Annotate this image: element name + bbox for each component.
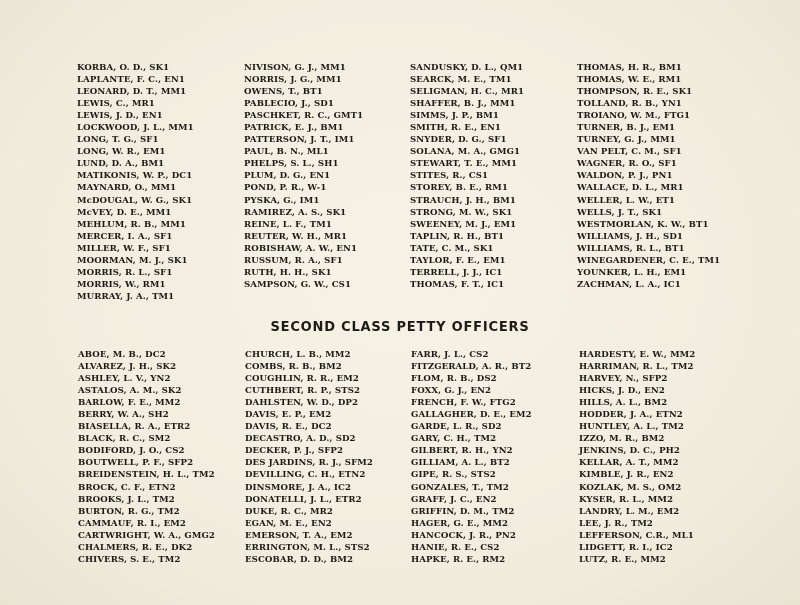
roster-entry: BODIFORD, J. O., CS2 — [78, 446, 185, 457]
roster-entry: KOZLAK, M. S., OM2 — [579, 482, 682, 493]
roster-entry: FRENCH, F. W., FTG2 — [411, 398, 516, 409]
roster-entry: WILLIAMS, R. L., BT1 — [577, 243, 685, 254]
roster-entry: BROCK, C. F., ETN2 — [78, 482, 176, 493]
roster-column — [245, 349, 411, 566]
roster-entry: THOMAS, F. T., IC1 — [410, 279, 505, 290]
roster-entry: BERRY, W. A., SH2 — [78, 410, 169, 421]
roster-entry: RUSSUM, R. A., SF1 — [244, 255, 343, 266]
roster-column — [411, 349, 579, 566]
roster-column — [78, 349, 245, 566]
roster-entry: RUTH, H. H., SK1 — [244, 267, 332, 278]
roster-entry: MATIKONIS, W. P., DC1 — [77, 171, 193, 182]
roster-entry: NIVISON, G. J., MM1 — [244, 63, 346, 73]
roster-entry: GRIFFIN, D. M., TM2 — [411, 506, 515, 517]
roster-entry: EMERSON, T. A., EM2 — [245, 530, 353, 541]
first-class-roster — [77, 62, 744, 303]
roster-entry: FOXX, G. J., EN2 — [411, 386, 492, 397]
roster-entry: SANDUSKY, D. L., QM1 — [410, 63, 524, 73]
roster-entry: McVEY, D. E., MM1 — [77, 207, 172, 218]
roster-entry: POND, P. R., W-1 — [244, 183, 327, 194]
roster-entry: DAVIS, E. P., EM2 — [245, 410, 332, 421]
roster-entry: DEVILLING, C. H., ETN2 — [245, 470, 366, 481]
roster-entry: RAMIREZ, A. S., SK1 — [244, 207, 347, 218]
roster-entry: LONG, W. R., EM1 — [77, 147, 166, 158]
roster-entry: LEONARD, D. T., MM1 — [77, 87, 187, 98]
roster-entry: BREIDENSTEIN, H. L., TM2 — [78, 470, 215, 481]
roster-entry: NORRIS, J. G., MM1 — [244, 75, 342, 86]
roster-entry: MERCER, I. A., SF1 — [77, 231, 173, 242]
roster-entry: TAYLOR, F. E., EM1 — [410, 255, 506, 266]
roster-entry: GALLAGHER, D. E., EM2 — [411, 410, 532, 421]
roster-entry: GONZALES, T., TM2 — [411, 482, 509, 493]
roster-entry: TURNER, B. J., EM1 — [577, 123, 676, 134]
roster-entry: THOMAS, W. E., RM1 — [577, 75, 682, 86]
roster-entry: HARVEY, N., SFP2 — [579, 374, 668, 385]
roster-entry: SWEENEY, M. J., EM1 — [410, 219, 517, 230]
roster-entry: WELLER, L. W., ET1 — [577, 195, 676, 206]
roster-entry: HANIE, R. E., CS2 — [411, 542, 500, 553]
roster-entry: LUTZ, R. E., MM2 — [579, 554, 666, 565]
roster-column — [77, 62, 244, 303]
roster-entry: LOCKWOOD, J. L., MM1 — [77, 123, 194, 134]
roster-entry: KORBA, O. D., SK1 — [77, 63, 170, 73]
roster-entry: COMBS, R. B., BM2 — [245, 362, 342, 373]
roster-entry: GARDE, L. R., SD2 — [411, 422, 502, 433]
roster-entry: MEHLUM, R. B., MM1 — [77, 219, 186, 230]
roster-entry: GILLIAM, A. L., BT2 — [411, 458, 510, 469]
roster-entry: ASTALOS, A. M., SK2 — [78, 386, 182, 397]
roster-entry: OWENS, T., BT1 — [244, 87, 323, 98]
roster-entry: GIPE, R. S., STS2 — [411, 470, 496, 481]
roster-entry: HUNTLEY, A. L., TM2 — [579, 422, 684, 433]
roster-entry: LEWIS, J. D., EN1 — [77, 111, 163, 122]
roster-entry: STOREY, B. E., RM1 — [410, 183, 508, 194]
roster-entry: GRAFF, J. C., EN2 — [411, 494, 497, 505]
roster-entry: HODDER, J. A., ETN2 — [579, 410, 683, 421]
roster-entry: ASHLEY, L. V., YN2 — [78, 374, 171, 385]
roster-entry: MURRAY, J. A., TM1 — [77, 291, 175, 302]
roster-entry: VAN PELT, C. M., SF1 — [577, 147, 682, 158]
roster-entry: SAMPSON, G. W., CS1 — [244, 279, 352, 290]
roster-entry: STEWART, T. E., MM1 — [410, 159, 518, 170]
roster-entry: TOLLAND, R. B., YN1 — [577, 99, 682, 110]
roster-entry: TATE, C. M., SK1 — [410, 243, 494, 254]
roster-entry: DONATELLI, J. L., ETR2 — [245, 494, 362, 505]
roster-entry: PLUM, D. G., EN1 — [244, 171, 331, 182]
roster-entry: CUTHBERT, R. P., STS2 — [245, 386, 361, 397]
roster-entry: YOUNKER, L. H., EM1 — [577, 267, 687, 278]
roster-column — [579, 349, 746, 566]
roster-entry: WALDON, P. J., PN1 — [577, 171, 673, 182]
roster-entry: DAVIS, R. E., DC2 — [245, 422, 332, 433]
roster-entry: ZACHMAN, L. A., IC1 — [577, 279, 681, 290]
roster-entry: ROBISHAW, A. W., EN1 — [244, 243, 358, 254]
roster-entry: CHURCH, L. B., MM2 — [245, 350, 351, 360]
roster-entry: HILLS, A. L., BM2 — [579, 398, 668, 409]
roster-entry: BARLOW, F. E., MM2 — [78, 398, 181, 409]
roster-entry: SOLANA, M. A., GMG1 — [410, 147, 521, 158]
roster-entry: REUTER, W. H., MR1 — [244, 231, 348, 242]
roster-entry: FITZGERALD, A. R., BT2 — [411, 362, 532, 373]
roster-entry: MOORMAN, M. J., SK1 — [77, 255, 188, 266]
roster-entry: PYSKA, G., IM1 — [244, 195, 320, 206]
roster-entry: STITES, R., CS1 — [410, 171, 489, 182]
roster-entry: KELLAR, A. T., MM2 — [579, 458, 679, 469]
roster-entry: ESCOBAR, D. D., BM2 — [245, 554, 354, 565]
roster-entry: GILBERT, R. H., YN2 — [411, 446, 513, 457]
roster-entry: WALLACE, D. L., MR1 — [577, 183, 684, 194]
roster-entry: SELIGMAN, H. C., MR1 — [410, 87, 525, 98]
roster-entry: SNYDER, D. G., SF1 — [410, 135, 507, 146]
roster-entry: HANCOCK, J. R., PN2 — [411, 530, 516, 541]
roster-entry: SHAFFER, B. J., MM1 — [410, 99, 516, 110]
roster-entry: HARDESTY, E. W., MM2 — [579, 350, 696, 360]
roster-entry: SIMMS, J. P., BM1 — [410, 111, 499, 122]
roster-entry: THOMPSON, R. E., SK1 — [577, 87, 693, 98]
roster-entry: BOUTWELL, P. F., SFP2 — [78, 458, 194, 469]
roster-entry: SEARCK, M. E., TM1 — [410, 75, 512, 86]
roster-entry: LEE, J. R., TM2 — [579, 518, 654, 529]
roster-entry: JENKINS, D. C., PH2 — [579, 446, 680, 457]
roster-entry: ALVAREZ, J. H., SK2 — [78, 362, 177, 373]
roster-entry: EGAN, M. E., EN2 — [245, 518, 332, 529]
roster-entry: HAGER, G. E., MM2 — [411, 518, 509, 529]
roster-entry: CHALMERS, R. E., DK2 — [78, 542, 193, 553]
roster-entry: MORRIS, W., RM1 — [77, 279, 166, 290]
roster-entry: PABLECIO, J., SD1 — [244, 99, 334, 110]
roster-entry: ERRINGTON, M. L., STS2 — [245, 542, 370, 553]
roster-entry: BROOKS, J. L., TM2 — [78, 494, 175, 505]
roster-entry: HICKS, J. D., EN2 — [579, 386, 665, 397]
roster-entry: WELLS, J. T., SK1 — [577, 207, 663, 218]
roster-entry: DUKE, R. C., MR2 — [245, 506, 333, 517]
second-class-roster — [78, 349, 746, 566]
roster-entry: COUGHLIN, R. R., EM2 — [245, 374, 359, 385]
roster-entry: FLOM, R. B., DS2 — [411, 374, 497, 385]
roster-entry: LUND, D. A., BM1 — [77, 159, 165, 170]
roster-entry: LEFFERSON, C.R., ML1 — [579, 530, 694, 541]
roster-entry: DINSMORE, J. A., IC2 — [245, 482, 352, 493]
roster-entry: KYSER, R. L., MM2 — [579, 494, 674, 505]
roster-entry: WINEGARDENER, C. E., TM1 — [577, 255, 721, 266]
roster-entry: MORRIS, R. L., SF1 — [77, 267, 173, 278]
roster-entry: McDOUGAL, W. G., SK1 — [77, 195, 193, 206]
roster-entry: STRAUCH, J. H., BM1 — [410, 195, 516, 206]
roster-entry: TURNEY, G. J., MM1 — [577, 135, 676, 146]
roster-entry: WAGNER, R. O., SF1 — [577, 159, 677, 170]
roster-entry: REINE, L. F., TM1 — [244, 219, 332, 230]
roster-entry: PATTERSON, J. T., IM1 — [244, 135, 355, 146]
roster-entry: ABOE, M. B., DC2 — [78, 350, 166, 360]
roster-entry: TROIANO, W. M., FTG1 — [577, 111, 691, 122]
roster-entry: CAMMAUF, R. I., EM2 — [78, 518, 186, 529]
roster-entry: TERRELL, J. J., IC1 — [410, 267, 503, 278]
roster-entry: DES JARDINS, R. J., SFM2 — [245, 458, 373, 469]
roster-entry: LONG, T. G., SF1 — [77, 135, 159, 146]
roster-entry: PATRICK, E. J., BM1 — [244, 123, 344, 134]
roster-entry: BIASELLA, R. A., ETR2 — [78, 422, 191, 433]
roster-entry: WESTMORLAN, K. W., BT1 — [577, 219, 709, 230]
roster-entry: MAYNARD, O., MM1 — [77, 183, 177, 194]
roster-entry: BURTON, R. G., TM2 — [78, 506, 180, 517]
roster-entry: WILLIAMS, J. H., SD1 — [577, 231, 683, 242]
roster-column — [410, 62, 577, 303]
roster-entry: LEWIS, C., MR1 — [77, 99, 155, 110]
roster-entry: DECASTRO, A. D., SD2 — [245, 434, 356, 445]
roster-entry: LIDGETT, R. I., IC2 — [579, 542, 673, 553]
roster-entry: SMITH, R. E., EN1 — [410, 123, 501, 134]
roster-entry: DAHLSTEN, W. D., DP2 — [245, 398, 359, 409]
roster-entry: CARTWRIGHT, W. A., GMG2 — [78, 530, 216, 541]
roster-entry: STRONG, M. W., SK1 — [410, 207, 513, 218]
roster-entry: PASCHKET, R. C., GMT1 — [244, 111, 364, 122]
roster-entry: LAPLANTE, F. C., EN1 — [77, 75, 185, 86]
roster-entry: THOMAS, H. R., BM1 — [577, 63, 682, 73]
roster-column — [244, 62, 410, 303]
roster-entry: IZZO, M. R., BM2 — [579, 434, 665, 445]
roster-entry: PHELPS, S. L., SH1 — [244, 159, 339, 170]
roster-entry: DECKER, P. J., SFP2 — [245, 446, 344, 457]
roster-entry: PAUL, B. N., ML1 — [244, 147, 329, 158]
roster-entry: HARRIMAN, R. L., TM2 — [579, 362, 694, 373]
roster-entry: CHIVERS, S. E., TM2 — [78, 554, 181, 565]
roster-entry: MILLER, W. F., SF1 — [77, 243, 171, 254]
roster-column — [577, 62, 744, 303]
section-title: SECOND CLASS PETTY OFFICERS — [270, 320, 530, 335]
roster-entry: TAPLIN, R. H., BT1 — [410, 231, 505, 242]
roster-entry: LANDRY, L. M., EM2 — [579, 506, 680, 517]
roster-entry: FARR, J. L., CS2 — [411, 350, 489, 360]
roster-entry: GARY, C. H., TM2 — [411, 434, 497, 445]
roster-entry: HAPKE, R. E., RM2 — [411, 554, 506, 565]
roster-entry: KIMBLE, J. R., EN2 — [579, 470, 674, 481]
roster-entry: BLACK, R. C., SM2 — [78, 434, 171, 445]
